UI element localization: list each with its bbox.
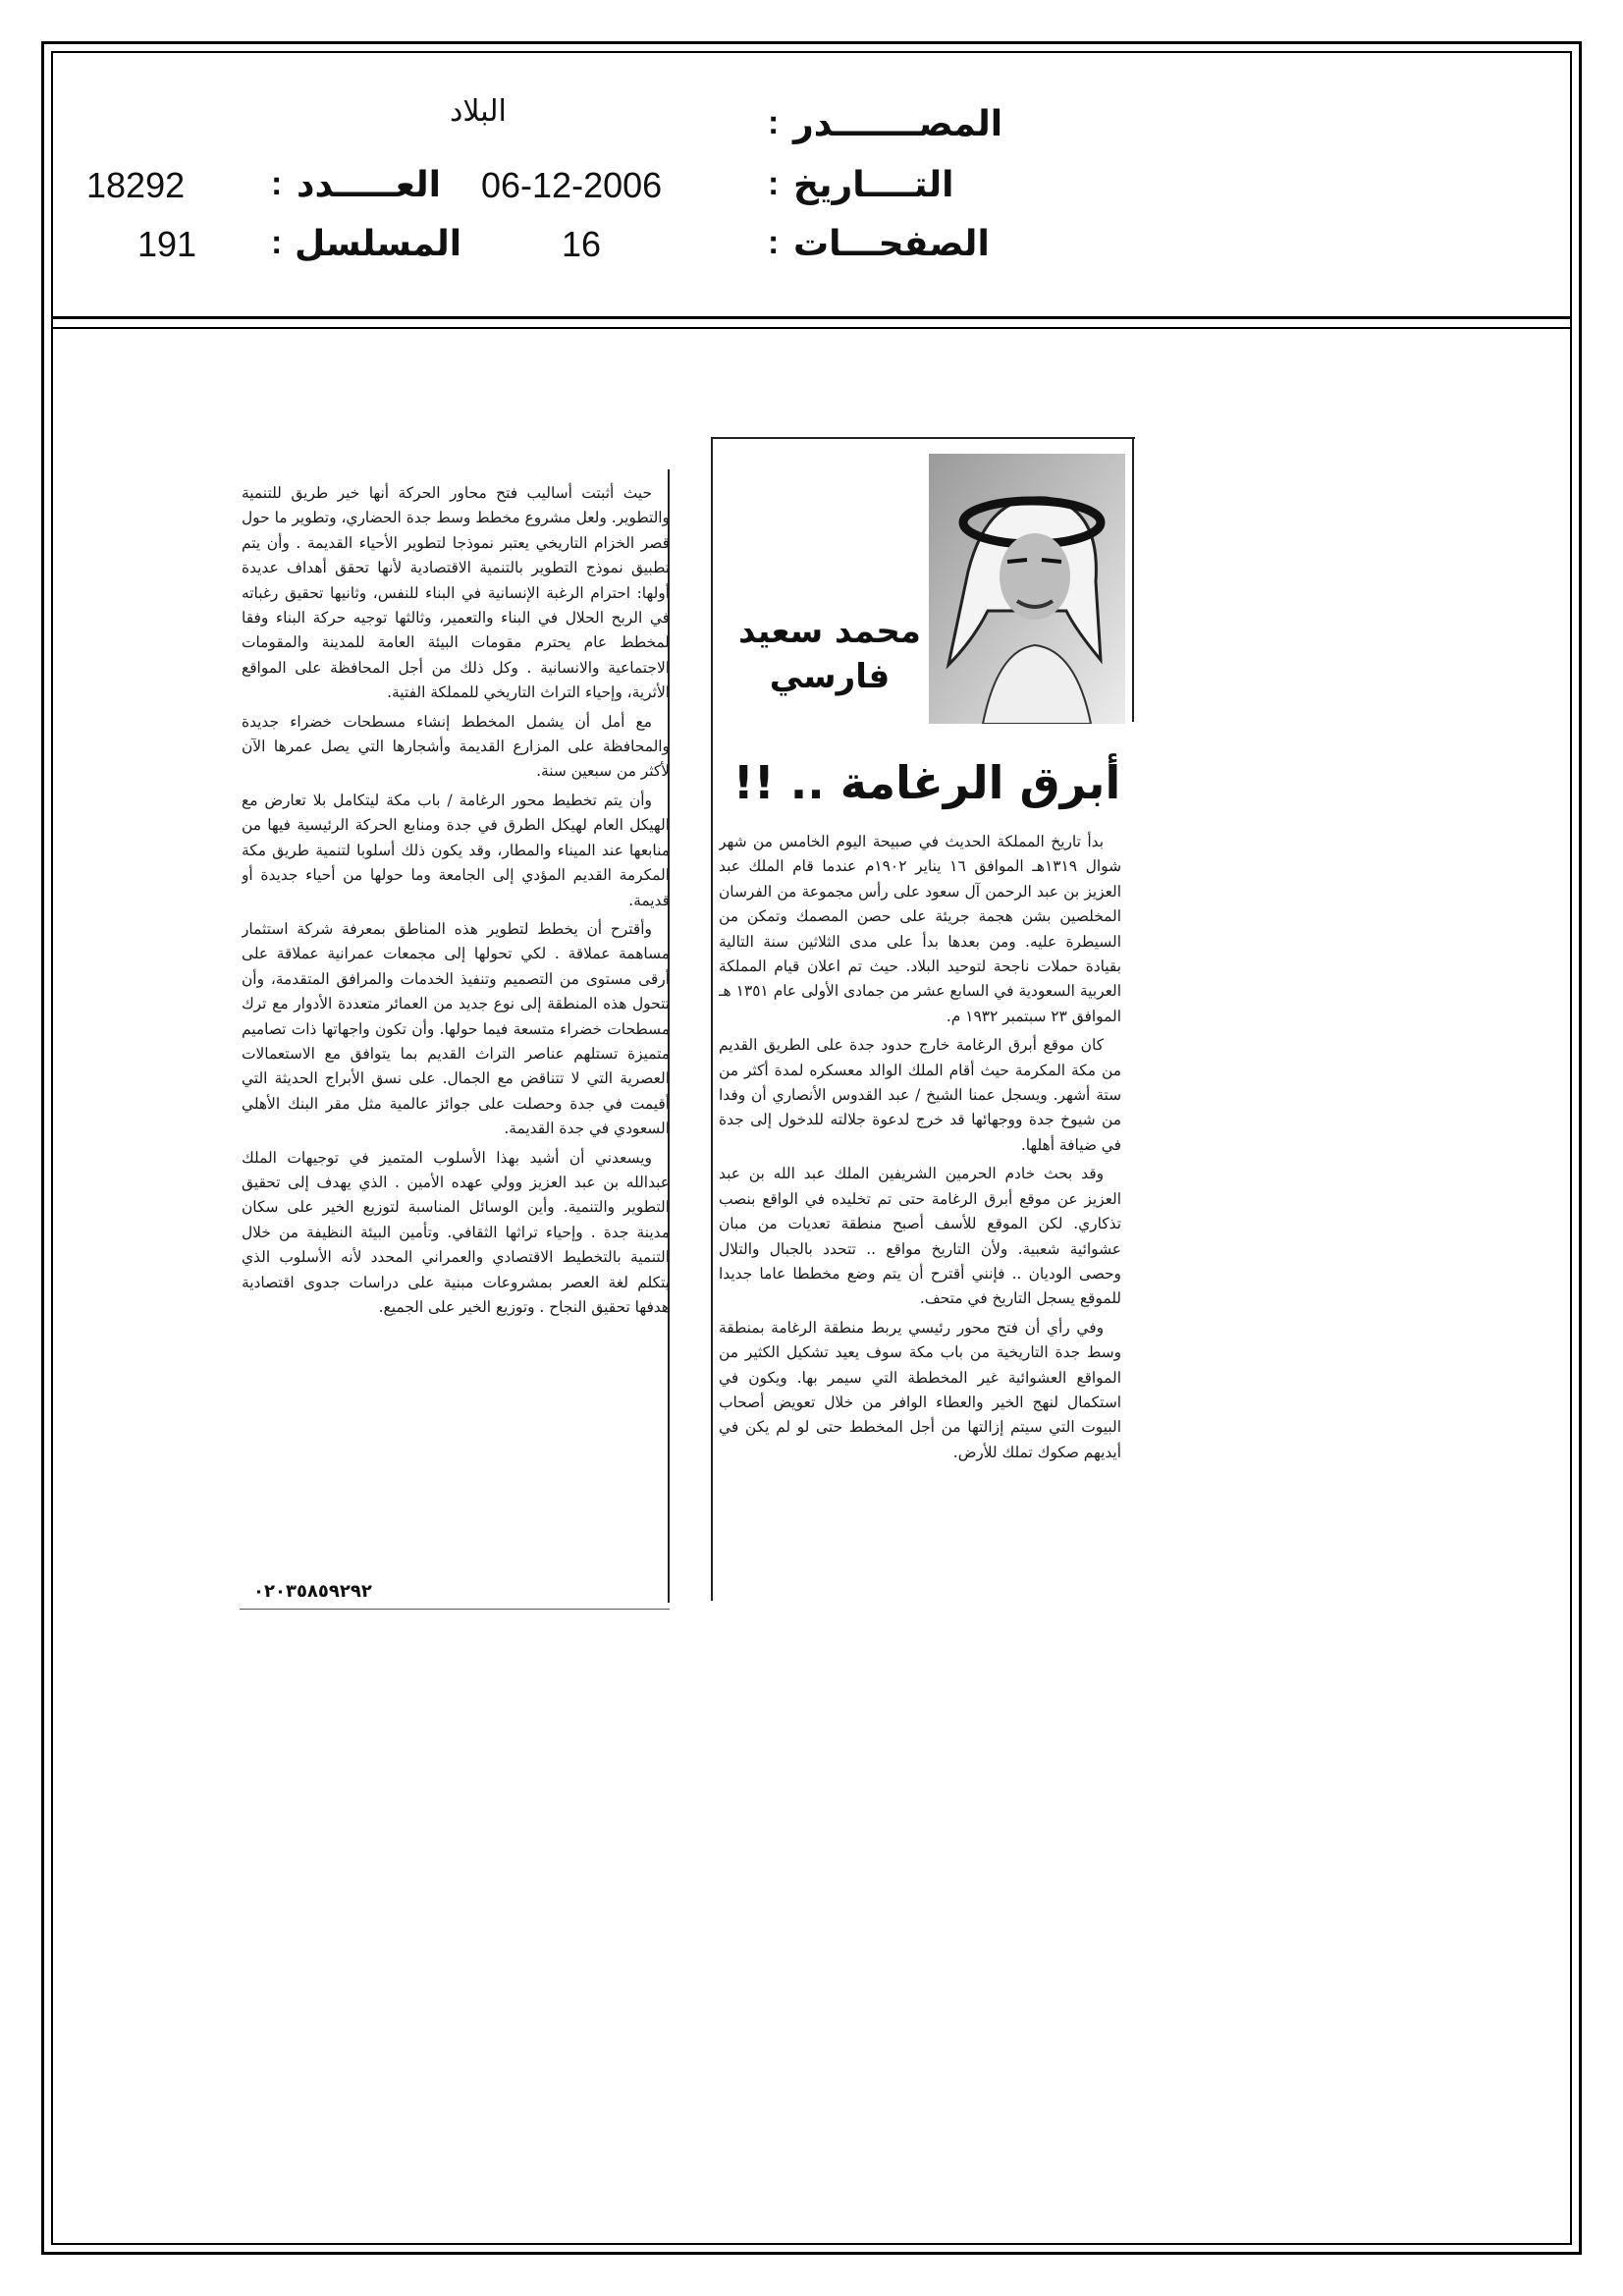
date-value: 06-12-2006 [481,165,663,205]
date-colon: : [768,165,780,202]
header-divider-thin [51,327,1572,329]
serial-label: المسلسل [295,224,462,264]
column-rule [240,1609,670,1610]
article-paragraph: وفي رأي أن فتح محور رئيسي يربط منطقة الرغامة بمنطقة وسط جدة التاريخية من باب مكة سوف يعيد تشكيل الكثير من المواقع العشوائية غير المخططة التي سيمر بها. ويكون في استكمال لنهج الخير والعطاء الوافر من خلال تعويض أصحاب البيوت التي سيتم إزالتها من أجل المخطط حتى لو لم يكن في أيديهم صكوك تملك للأرض. [719,1318,1121,1461]
column-rule [1132,437,1134,722]
article-column-left [242,481,670,1613]
article-paragraph: وقد بحث خادم الحرمين الشريفين الملك عبد الله بن عبد العزيز عن موقع أبرق الرغامة حتى تم تخليده في الواقع بنصب تذكاري. لكن الموقع للأسف أصبح منطقة تعديات من مبان عشوائية شعبية. ولأن التاريخ مواقع .. تتحدد بالجبال والتلال وحصى الوديان .. فإنني أقترح أن يتم وضع مخططا عاما جديدا للموقع يسجل التاريخ في متحف. [719,1165,1121,1308]
article-paragraph: حيث أثبتت أساليب فتح محاور الحركة أنها خير طريق للتنمية والتطوير. ولعل مشروع مخطط وسط جدة الحضاري، وتطوير ما حول قصر الخزام التاريخي يعتبر نموذجا لتطوير الأحياء القديمة . وأن يتم تطبيق نموذج التطوير بالتنمية الاقتصادية لأنها تحقق أهداف عديدة أولها: احترام الرغبة الإنسانية في البناء للنفس، وثانيها تحقيق رغباته في الربح الحلال في البناء والتعمير، وثالثها توجيه حركة البناء وفقا لمخطط عام يحترم مقومات البيئة العامة للمدينة والمقومات الاجتماعية والانسانية . وكل ذلك من أجل المحافظة على المواقع الأثرية، وإحياء التراث التاريخي للمملكة الفتية. [242,484,670,702]
issue-label: العـــــدد [297,165,441,205]
author-portrait-icon [929,454,1125,724]
article-headline: أبرق الرغامة .. !! [732,756,1121,809]
article-paragraph: مع أمل أن يشمل المخطط إنشاء مسطحات خضراء جديدة والمحافظة على المزارع القديمة وأشجارها التي يصل عمرها الآن لأكثر من سبعين سنة. [242,712,670,781]
serial-value: 191 [137,224,197,264]
column-rule [711,437,713,1601]
header-divider [51,316,1572,319]
pages-label: الصفحـــات [793,224,990,264]
author-name: محمد سعيد فارسي [738,612,921,696]
article-paragraph: وأن يتم تخطيط محور الرغامة / باب مكة ليتكامل بلا تعارض مع الهيكل العام لهيكل الطرق في جدة ومنابع الحركة الرئيسية فيها من منابعها عند الميناء والمطار، وقد يكون ذلك أسلوبا لتنمية طريق مكة المكرمة القديم المؤدي إلى الجامعة وما حولها من أحياء جديدة أو قديمة. [242,791,670,909]
serial-colon: : [271,224,283,261]
column-rule [711,437,1135,439]
issue-value: 18292 [86,165,186,205]
pages-value: 16 [562,224,602,264]
article-paragraph: كان موقع أبرق الرغامة خارج حدود جدة على الطريق القديم من مكة المكرمة حيث أقام الملك الوالد معسكره لمدة أكثر من ستة أشهر. ويسجل عمنا الشيخ / عبد القدوس الأنصاري أن وفدا من شيوخ جدة ووجهائها قد خرج لدعوة جلالته للدخول إلى جدة في ضيافة أهلها. [719,1036,1121,1154]
source-label: المصـــــــدر [793,104,1003,144]
source-colon: : [768,104,780,141]
pages-colon: : [768,224,780,261]
date-label: التــــاريخ [793,165,954,205]
article-paragraph: وأقترح أن يخطط لتطوير هذه المناطق بمعرفة شركة استثمار مساهمة عملاقة . لكي تحولها إلى مجمعات عمرانية عملاقة على أرقى مستوى من التصميم وتنفيذ الخدمات والمرافق المتقدمة، وأن تتحول هذه المنطقة إلى نوع جديد من العمائر متعددة الأدوار مع ترك مسطحات خضراء متسعة فيما حولها. وأن تكون واجهاتها ذات تصاميم متميزة تستلهم عناصر التراث القديم بما يتوافق مع الاستعمالات العصرية التي لا تتناقض مع الجمال. على نسق الأبراج الحديثة التي أقيمت في جدة وحصلت على جوائز عالمية مثل مقر البنك الأهلي السعودي في جدة القديمة. [242,919,670,1138]
source-value: البلاد [450,94,507,129]
author-contact-number: ٠٢٠٣٥٨٥٩٢٩٢ [253,1581,372,1602]
article-paragraph: ويسعدني أن أشيد بهذا الأسلوب المتميز في توجيهات الملك عبدالله بن عبد العزيز وولي عهده الأمين . الذي يهدف إلى تحقيق التطوير والتنمية. وأين الوسائل المناسبة لتوزيع الخير على سكان مدينة جدة . وإحياء تراثها الثقافي. وتأمين البيئة النظيفة من خلال التنمية بالتخطيط الاقتصادي والعمراني المحدد لأنه الأسلوب الذي يتكلم لغة العصر بمشروعات مبنية على دراسات جدوى اقتصادية هدفها تحقيق النجاح . وتوزيع الخير على الجميع. [242,1148,670,1316]
issue-colon: : [271,165,283,202]
article-paragraph: بدأ تاريخ المملكة الحديث في صبيحة اليوم الخامس من شهر شوال ١٣١٩هـ الموافق ١٦ يناير ١٩٠٢م عندما قام الملك عبد العزيز بن عبد الرحمن آل سعود على رأس مجموعة من الفرسان المخلصين بشن هجمة جريئة على حصن المصمك وتمكن من السيطرة عليه. ومن بعدها بدأ على مدى الثلاثين سنة التالية بقيادة حملات ناجحة لتوحيد البلاد. حيث تم اعلان قيام المملكة العربية السعودية في السابع عشر من جمادى الأولى عام ١٣٥١ هـ الموافق ٢٣ سبتمبر ١٩٣٢ م. [719,833,1121,1025]
article-column-right [719,830,1121,1611]
